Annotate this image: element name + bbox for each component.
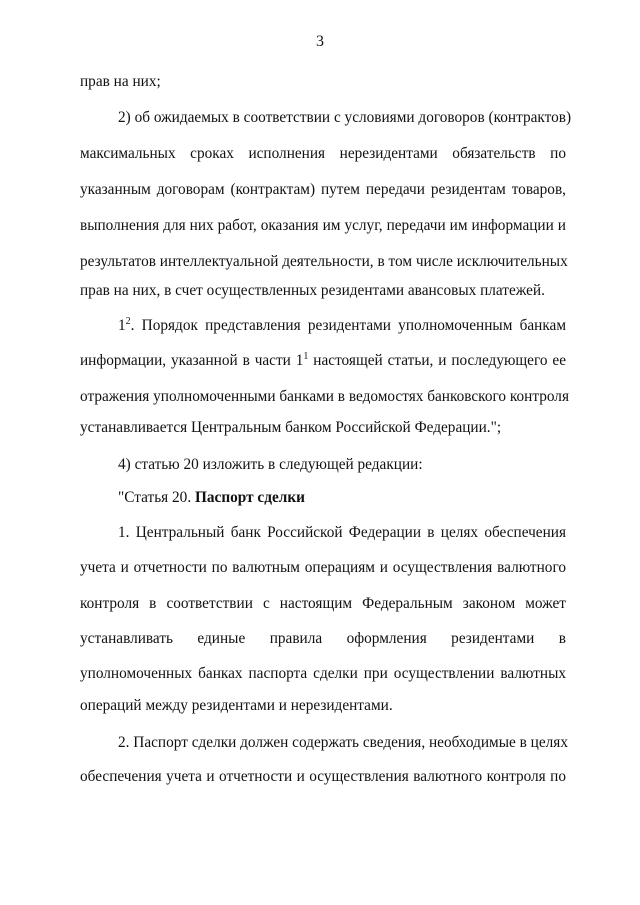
text-line: максимальных сроках исполнения нерезидентами обязательств по bbox=[80, 145, 566, 162]
article-title: Паспорт сделки bbox=[194, 489, 305, 506]
text-line: выполнения для них работ, оказания им услуг, передачи им информации и bbox=[80, 217, 566, 234]
text-line: обеспечения учета и отчетности и осуществления валютного контроля по bbox=[80, 768, 566, 785]
text-line: прав на них; bbox=[80, 73, 161, 90]
text-line: устанавливать единые правила оформления резидентами в bbox=[80, 630, 566, 647]
text-fragment: . Порядок представления резидентами уполномоченным банкам bbox=[130, 317, 566, 334]
text-fragment: информации, указанной в части 1 bbox=[80, 352, 304, 369]
page-number: 3 bbox=[316, 33, 324, 50]
text-line: 2) об ожидаемых в соответствии с условиями договоров (контрактов) bbox=[118, 109, 572, 126]
text-line: 4) статью 20 изложить в следующей редакции: bbox=[118, 456, 423, 473]
text-line bbox=[80, 351, 566, 371]
text-line: 1. Центральный банк Российской Федерации в целях обеспечения bbox=[118, 524, 566, 541]
text-fragment: настоящей статьи, и последующего ее bbox=[308, 352, 566, 369]
superscript: 2 bbox=[125, 316, 131, 327]
text-line: учета и отчетности по валютным операциям и осуществления валютного bbox=[80, 559, 566, 576]
text-line: прав на них, в счет осуществленных резидентами авансовых платежей. bbox=[80, 282, 545, 299]
article-heading bbox=[118, 488, 566, 508]
text-line: операций между резидентами и нерезидентами. bbox=[80, 697, 393, 714]
superscript: 1 bbox=[303, 351, 309, 362]
article-label: "Статья 20. bbox=[118, 489, 195, 506]
text-line: контроля в соответствии с настоящим Федеральным законом может bbox=[80, 595, 566, 612]
text-line: устанавливается Центральным банком Российской Федерации."; bbox=[80, 419, 502, 436]
text-line: указанным договорам (контрактам) путем передачи резидентам товаров, bbox=[80, 181, 566, 198]
text-line: результатов интеллектуальной деятельности, в том числе исключительных bbox=[80, 253, 568, 270]
text-line bbox=[118, 316, 566, 336]
item-number: 1 bbox=[118, 317, 126, 334]
text-line: 2. Паспорт сделки должен содержать сведения, необходимые в целях bbox=[118, 734, 568, 751]
text-line: уполномоченных банках паспорта сделки при осуществлении валютных bbox=[80, 665, 566, 682]
text-line: отражения уполномоченными банками в ведомостях банковского контроля bbox=[80, 388, 569, 405]
